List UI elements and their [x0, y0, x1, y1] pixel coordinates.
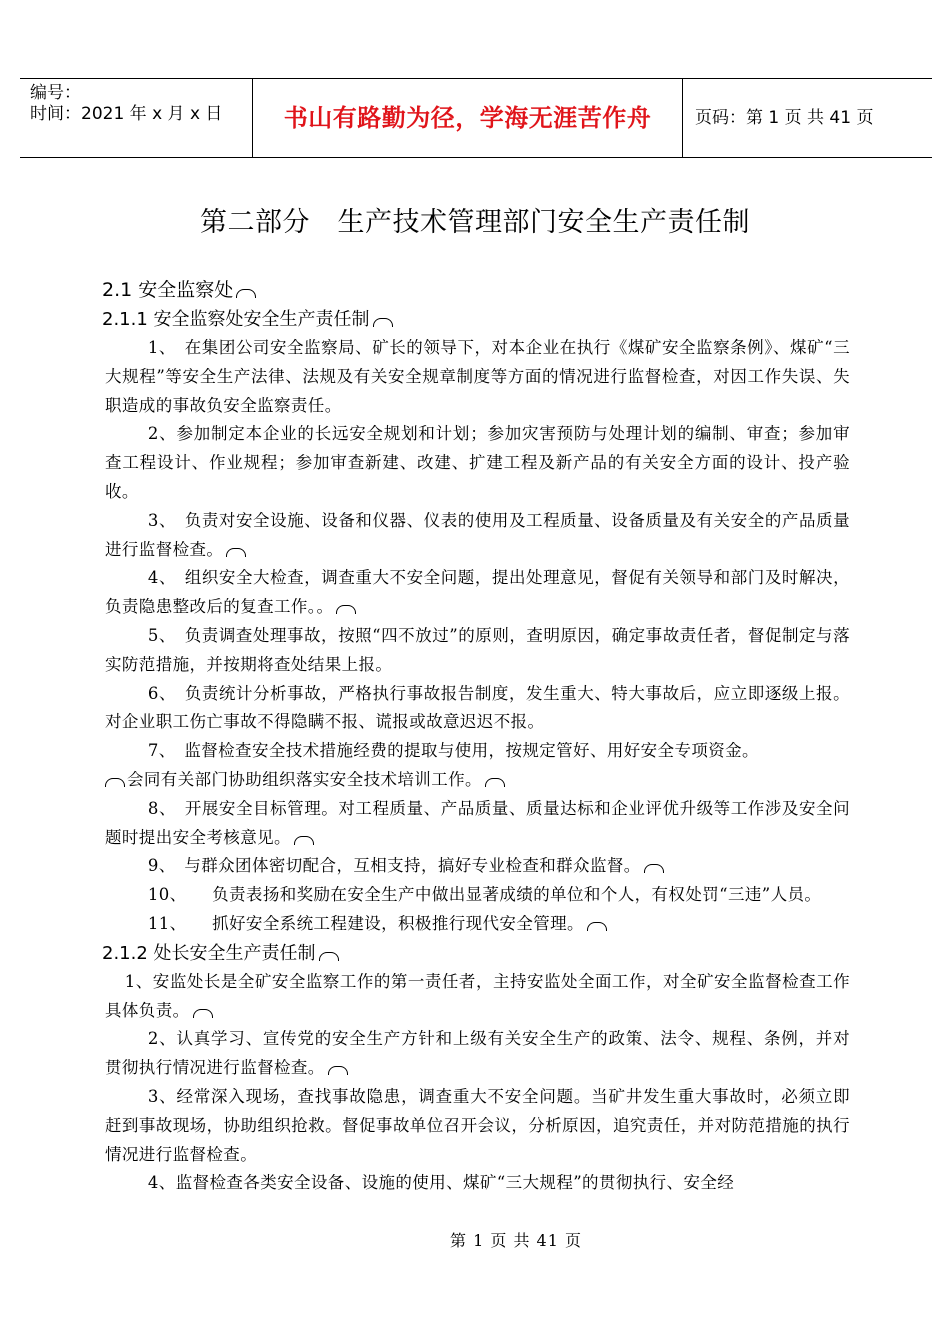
section-heading-text: 2.1 安全监察处	[102, 279, 234, 301]
page-footer	[0, 1228, 950, 1251]
revision-mark-icon	[485, 778, 505, 787]
paragraph	[105, 622, 850, 680]
paragraph-text: 1、 在集团公司安全监察局、矿长的领导下，对本企业在执行《煤矿安全监察条例》、煤矿“三大规程”等安全生产法律、法规及有关安全规章制度等方面的情况进行监督检查，对因工作失误、失职造成的事故负安全监察责任。	[105, 338, 850, 415]
paragraph-text: 7、 监督检查安全技术措施经费的提取与使用，按规定管好、用好安全专项资金。	[147, 741, 759, 761]
paragraph-text: 4、监督检查各类安全设备、设施的使用、煤矿“三大规程”的贯彻执行、安全经	[147, 1173, 735, 1193]
paragraph	[105, 737, 850, 766]
revision-mark-icon	[193, 1009, 213, 1018]
revision-mark-icon	[105, 778, 125, 787]
document-title: 第二部分 生产技术管理部门安全生产责任制	[200, 207, 750, 238]
paragraph-text: 5、 负责调查处理事故，按照“四不放过”的原则，查明原因，确定事故责任者，督促制定与落实防范措施，并按期将查处结果上报。	[105, 625, 850, 674]
revision-mark-icon	[373, 318, 393, 327]
revision-mark-icon	[294, 836, 314, 845]
revision-mark-icon	[319, 952, 339, 961]
serial-label: 编号：	[30, 83, 81, 103]
page-code: 页码：第 1 页 共 41 页	[695, 107, 874, 128]
header-table	[20, 78, 932, 158]
paragraph	[105, 910, 850, 939]
paragraph	[105, 1025, 850, 1083]
revision-mark-icon	[587, 922, 607, 931]
section-heading-2-1	[102, 276, 850, 305]
revision-mark-icon	[644, 864, 664, 873]
paragraph	[105, 852, 850, 881]
revision-mark-icon	[336, 605, 356, 614]
section-heading-2-1-2	[102, 939, 850, 968]
section-heading-text: 2.1.2 处长安全生产责任制	[102, 942, 316, 964]
paragraph-text: 6、 负责统计分析事故，严格执行事故报告制度，发生重大、特大事故后，应立即逐级上报。对企业职工伤亡事故不得隐瞒不报、谎报或故意迟迟不报。	[105, 683, 850, 732]
revision-mark-icon	[236, 289, 256, 298]
paragraph	[105, 795, 850, 853]
paragraph-text: 会同有关部门协助组织落实安全技术培训工作。	[127, 769, 482, 789]
paragraph-text: 8、 开展安全目标管理。对工程质量、产品质量、质量达标和企业评优升级等工作涉及安全问题时提出安全考核意见。	[105, 798, 850, 847]
document-body	[102, 276, 850, 1198]
paragraph	[105, 564, 850, 622]
paragraph-text: 2、认真学习、宣传党的安全生产方针和上级有关安全生产的政策、法令、规程、条例，并对贯彻执行情况进行监督检查。	[105, 1029, 850, 1078]
paragraph	[105, 507, 850, 565]
paragraph-text: 10、 负责表扬和奖励在安全生产中做出显著成绩的单位和个人，有权处罚“三违”人员。	[147, 885, 822, 905]
header-motto-cell	[252, 79, 683, 157]
paragraph	[105, 881, 850, 910]
section-heading-text: 2.1.1 安全监察处安全生产责任制	[102, 309, 370, 330]
paragraph	[105, 420, 850, 506]
motto: 书山有路勤为径，学海无涯苦作舟	[283, 103, 652, 132]
paragraph-text: 1、安监处长是全矿安全监察工作的第一责任者，主持安监处全面工作，对全矿安全监督检查工作具体负责。	[105, 971, 850, 1020]
paragraph-text: 11、 抓好安全系统工程建设，积极推行现代安全管理。	[147, 913, 584, 933]
paragraph	[105, 1169, 850, 1198]
paragraph-text: 4、 组织安全大检查，调查重大不安全问题，提出处理意见，督促有关领导和部门及时解决，负责隐患整改后的复查工作。。	[105, 568, 850, 617]
revision-mark-icon	[328, 1066, 348, 1075]
section-heading-2-1-1	[102, 305, 850, 334]
footer-page-number: 第 1 页 共 41 页	[450, 1231, 582, 1250]
paragraph	[105, 680, 850, 738]
paragraph-text: 3、经常深入现场，查找事故隐患，调查重大不安全问题。当矿井发生重大事故时，必须立即赶到事故现场，协助组织抢救。督促事故单位召开会议，分析原因，追究责任，并对防范措施的执行情况进行监督检查。	[105, 1086, 850, 1164]
paragraph	[105, 1083, 850, 1169]
paragraph	[105, 968, 850, 1026]
revision-mark-icon	[226, 548, 246, 557]
paragraph-text: 3、 负责对安全设施、设备和仪器、仪表的使用及工程质量、设备质量及有关安全的产品质量进行监督检查。	[105, 510, 850, 559]
paragraph-text: 9、 与群众团体密切配合，互相支持，搞好专业检查和群众监督。	[147, 856, 641, 876]
paragraph	[105, 766, 850, 795]
header-left-cell	[20, 79, 252, 157]
paragraph-text: 2、参加制定本企业的长远安全规划和计划；参加灾害预防与处理计划的编制、审查；参加审查工程设计、作业规程；参加审查新建、改建、扩建工程及新产品的有关安全方面的设计、投产验收。	[105, 424, 850, 501]
date-line: 时间：2021 年 x 月 x 日	[30, 104, 223, 124]
header-page-cell	[683, 79, 932, 157]
paragraph	[105, 334, 850, 420]
